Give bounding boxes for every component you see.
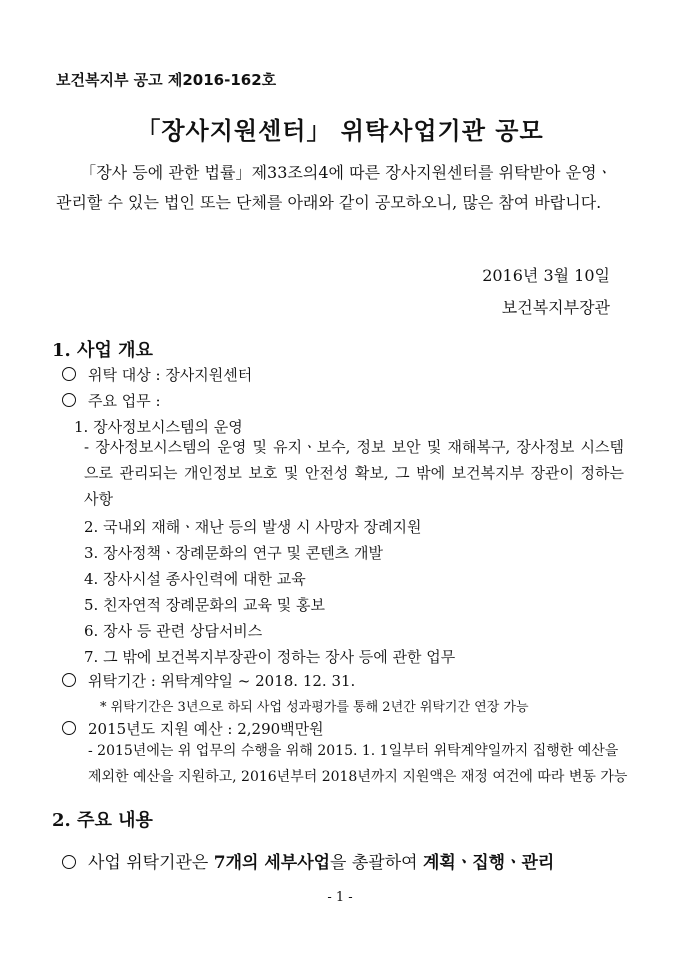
- target-text: 위탁 대상 : 장사지원센터: [88, 366, 253, 384]
- main-item-prefix: 사업 위탁기관은: [88, 853, 214, 873]
- main-content-item: [62, 848, 554, 873]
- page-number: - 1 -: [327, 890, 353, 905]
- section2-heading: 2. 주요 내용: [52, 810, 153, 831]
- duties-label: 주요 업무 :: [88, 392, 161, 410]
- duty-item: 5. 친자연적 장례문화의 교육 및 홍보: [84, 596, 326, 614]
- circle-bullet-icon: [62, 721, 76, 735]
- circle-bullet-icon: [62, 673, 76, 687]
- duty-1-detail: - 장사정보시스템의 운영 및 유지ㆍ보수, 정보 보안 및 재해복구, 장사정보 시스템으로 관리되는 개인정보 보호 및 안전성 확보, 그 밖에 보건복지부 장관이 정하는 사항: [84, 438, 624, 508]
- intro-paragraph: [56, 158, 612, 218]
- period-item: [62, 670, 355, 691]
- duties-item: [62, 390, 161, 411]
- section1-heading: 1. 사업 개요: [52, 340, 153, 361]
- intro-text: 「장사 등에 관한 법률」제33조의4에 따른 장사지원센터를 위탁받아 운영ㆍ관리할 수 있는 법인 또는 단체를 아래와 같이 공모하오니, 많은 참여 바랍니다.: [56, 163, 612, 212]
- document-title: 「장사지원센터」 위탁사업기관 공모: [136, 116, 544, 145]
- announcement-date: 2016년 3월 10일: [482, 266, 610, 285]
- circle-bullet-icon: [62, 855, 76, 869]
- period-text: 위탁기간 : 위탁계약일 ~ 2018. 12. 31.: [88, 672, 356, 690]
- main-item-bold-subprojects: 7개의 세부사업: [213, 853, 331, 873]
- circle-bullet-icon: [62, 367, 76, 381]
- duty-item: 7. 그 밖에 보건복지부장관이 정하는 장사 등에 관한 업무: [84, 648, 456, 666]
- budget-text: 2015년도 지원 예산 : 2,290백만원: [88, 720, 324, 738]
- budget-note: - 2015년에는 위 업무의 수행을 위해 2015. 1. 1일부터 위탁계약일까지 집행한 예산을 제외한 예산을 지원하고, 2016년부터 2018년까지 지원액은 재정 여건에 따라 변동 가능: [88, 743, 628, 785]
- notice-number: 보건복지부 공고 제2016-162호: [56, 71, 277, 89]
- duty-1-title: 1. 장사정보시스템의 운영: [74, 418, 243, 436]
- circle-bullet-icon: [62, 393, 76, 407]
- main-item-mid: 을 총괄하여: [330, 853, 423, 873]
- budget-item: [62, 718, 324, 739]
- target-item: [62, 364, 252, 385]
- issuer: 보건복지부장관: [501, 298, 610, 317]
- duty-item: 4. 장사시설 종사인력에 대한 교육: [84, 570, 306, 588]
- duty-item: 2. 국내외 재해ㆍ재난 등의 발생 시 사망자 장례지원: [84, 518, 422, 536]
- period-note: * 위탁기간은 3년으로 하되 사업 성과평가를 통해 2년간 위탁기간 연장 가능: [100, 700, 529, 715]
- duty-item: 3. 장사정책ㆍ장례문화의 연구 및 콘텐츠 개발: [84, 544, 383, 562]
- main-item-bold-manage: 계획ㆍ집행ㆍ관리: [422, 853, 555, 873]
- duty-item: 6. 장사 등 관련 상담서비스: [84, 622, 263, 640]
